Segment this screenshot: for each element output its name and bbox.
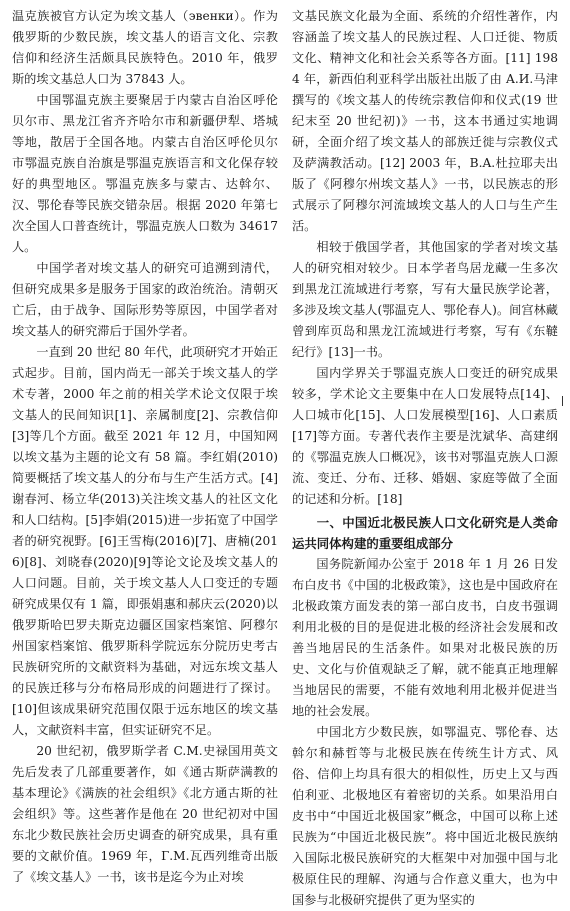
paragraph: 温克族被官方认定为埃文基人（эвенки）。作为俄罗斯的少数民族，埃文基人的语言文化、宗教信仰和经济生活颇具民族特色。2010 年，俄罗斯的埃文基总人口为 37843 人。	[12, 9, 278, 86]
text-cursor-icon	[562, 396, 563, 406]
paragraph: 20 世纪初，俄罗斯学者 C.M.史禄国用英文先后发表了几部重要著作，如《通古斯萨满教的基本理论》《满族的社会组织》《北方通古斯的社会组织》等。这些著作是他在 20 世纪初对中国东北少数民族社会历史调查的研究成果，具有重要的文献价值。1969 年，Г.М.瓦西列维奇出版了《埃文基人》一书，该书是迄今为止对埃	[12, 744, 278, 884]
paragraph: 国内学界关于鄂温克族人口变迁的研究成果较多，学术论文主要集中在人口发展特点[14]、人口城市化[15]、人口发展模型[16]、人口素质[17]等方面。专著代表作主要是沈斌华、高建纲的《鄂温克族人口概况》，该书对鄂温克族人口源流、变迁、分布、迁移、婚姻、家庭等做了全面的记述和分析。[18]	[292, 366, 558, 506]
right-column	[292, 6, 558, 911]
paragraph: 中国鄂温克族主要聚居于内蒙古自治区呼伦贝尔市、黑龙江省齐齐哈尔市和新疆伊犁、塔城等地，散居于全国各地。内蒙古自治区呼伦贝尔市鄂温克族自治旗是鄂温克族语言和文化保存较好的典型地区。鄂温克族多与蒙古、达斡尔、汉、鄂伦春等民族交错杂居。根据 2020 年第七次全国人口普查统计，鄂温克族人口数为 34617 人。	[12, 93, 278, 254]
paragraph: 国务院新闻办公室于 2018 年 1 月 26 日发布白皮书《中国的北极政策》，这也是中国政府在北极政策方面发表的第一部白皮书，白皮书强调利用北极的目的是促进北极的经济社会发展和改善当地居民的生活条件。如果对北极民族的历史、文化与价值观缺乏了解，就不能真正地理解当地居民的需要，不能有效地利用北极并促进当地的社会发展。	[292, 557, 558, 718]
paragraph: 相较于俄国学者，其他国家的学者对埃文基人的研究相对较少。日本学者鸟居龙藏一生多次到黑龙江流域进行考察，写有大量民族学论著，多涉及埃文基人(鄂温克人、鄂伦春人)。间宫林藏曾到库页岛和黑龙江流域进行考察，写有《东韃纪行》[13]一书。	[292, 240, 558, 359]
paragraph: 一直到 20 世纪 80 年代，此项研究才开始正式起步。目前，国内尚无一部关于埃文基人的学术专著，2000 年之前的相关学术论文仅限于埃文基人的民间知识[1]、亲属制度[2]、宗教信仰[3]等几个方面。截至 2021 年 12 月，中国知网以埃文基为主题的论文有 58 篇。李红娟(2010)简要概括了埃文基人的分布与生产生活方式。[4]谢春河、杨立华(2013)关注埃文基人的社区文化和人口结构。[5]李娟(2015)进一步拓宽了中国学者的研究视野。[6]王雪梅(2016)[7]、唐楠(2016)[8]、刘晓春(2020)[9]等论文论及埃文基人的人口问题。目前，关于埃文基人人口变迁的专题研究成果仅有 1 篇，即張娟惠和郝庆云(2020)以俄罗斯哈巴罗夫斯克边疆区国家档案馆、阿穆尔州国家档案馆、俄罗斯科学院远东分院历史考古民族研究所的文献资料为基础，对远东埃文基人的民族迁移与分布格局形成的问题进行了探讨。[10]但该成果研究范围仅限于远东地区的埃文基人，文献资料丰富，但实证研究不足。	[12, 345, 278, 737]
left-column	[12, 6, 278, 888]
paragraph: 文基民族文化最为全面、系统的介绍性著作，内容涵盖了埃文基人的民族过程、人口迁徙、物质文化、精神文化和社会关系等各方面。[11] 1984 年，新西伯利亚科学出版社出版了由 A.И.马津撰写的《埃文基人的传统宗教信仰和仪式(19 世纪末至 20 世纪初)》一书，这本书通过实地调研，全面介绍了埃文基人的部族迁徙与宗教仪式及萨满教活动。[12] 2003 年，B.A.杜拉耶夫出版了《阿穆尔州埃文基人》一书，以民族志的形式展示了阿穆尔河流域埃文基人的人口与生产生活。	[292, 9, 558, 233]
paragraph: 中国北方少数民族，如鄂温克、鄂伦春、达斡尔和赫哲等与北极民族在传统生计方式、风俗、信仰上均具有很大的相似性，历史上又与西伯利亚、北极地区有着密切的关系。如果沿用白皮书中“中国近北极国家”概念，中国可以称上述民族为“中国近北极民族”。将中国近北极民族纳入国际北极民族研究的大框架中对加强中国与北极原住民的理解、沟通与合作意义重大，也为中国参与北极研究提供了更为坚实的	[292, 725, 558, 907]
paragraph: 中国学者对埃文基人的研究可追溯到清代，但研究成果多是服务于国家的政治统治。清朝灭亡后，由于战争、国际形势等原因，中国学者对埃文基人的研究滞后于国外学者。	[12, 261, 278, 338]
section-heading: 一、中国近北极民族人口文化研究是人类命运共同体构建的重要组成部分	[292, 515, 558, 551]
